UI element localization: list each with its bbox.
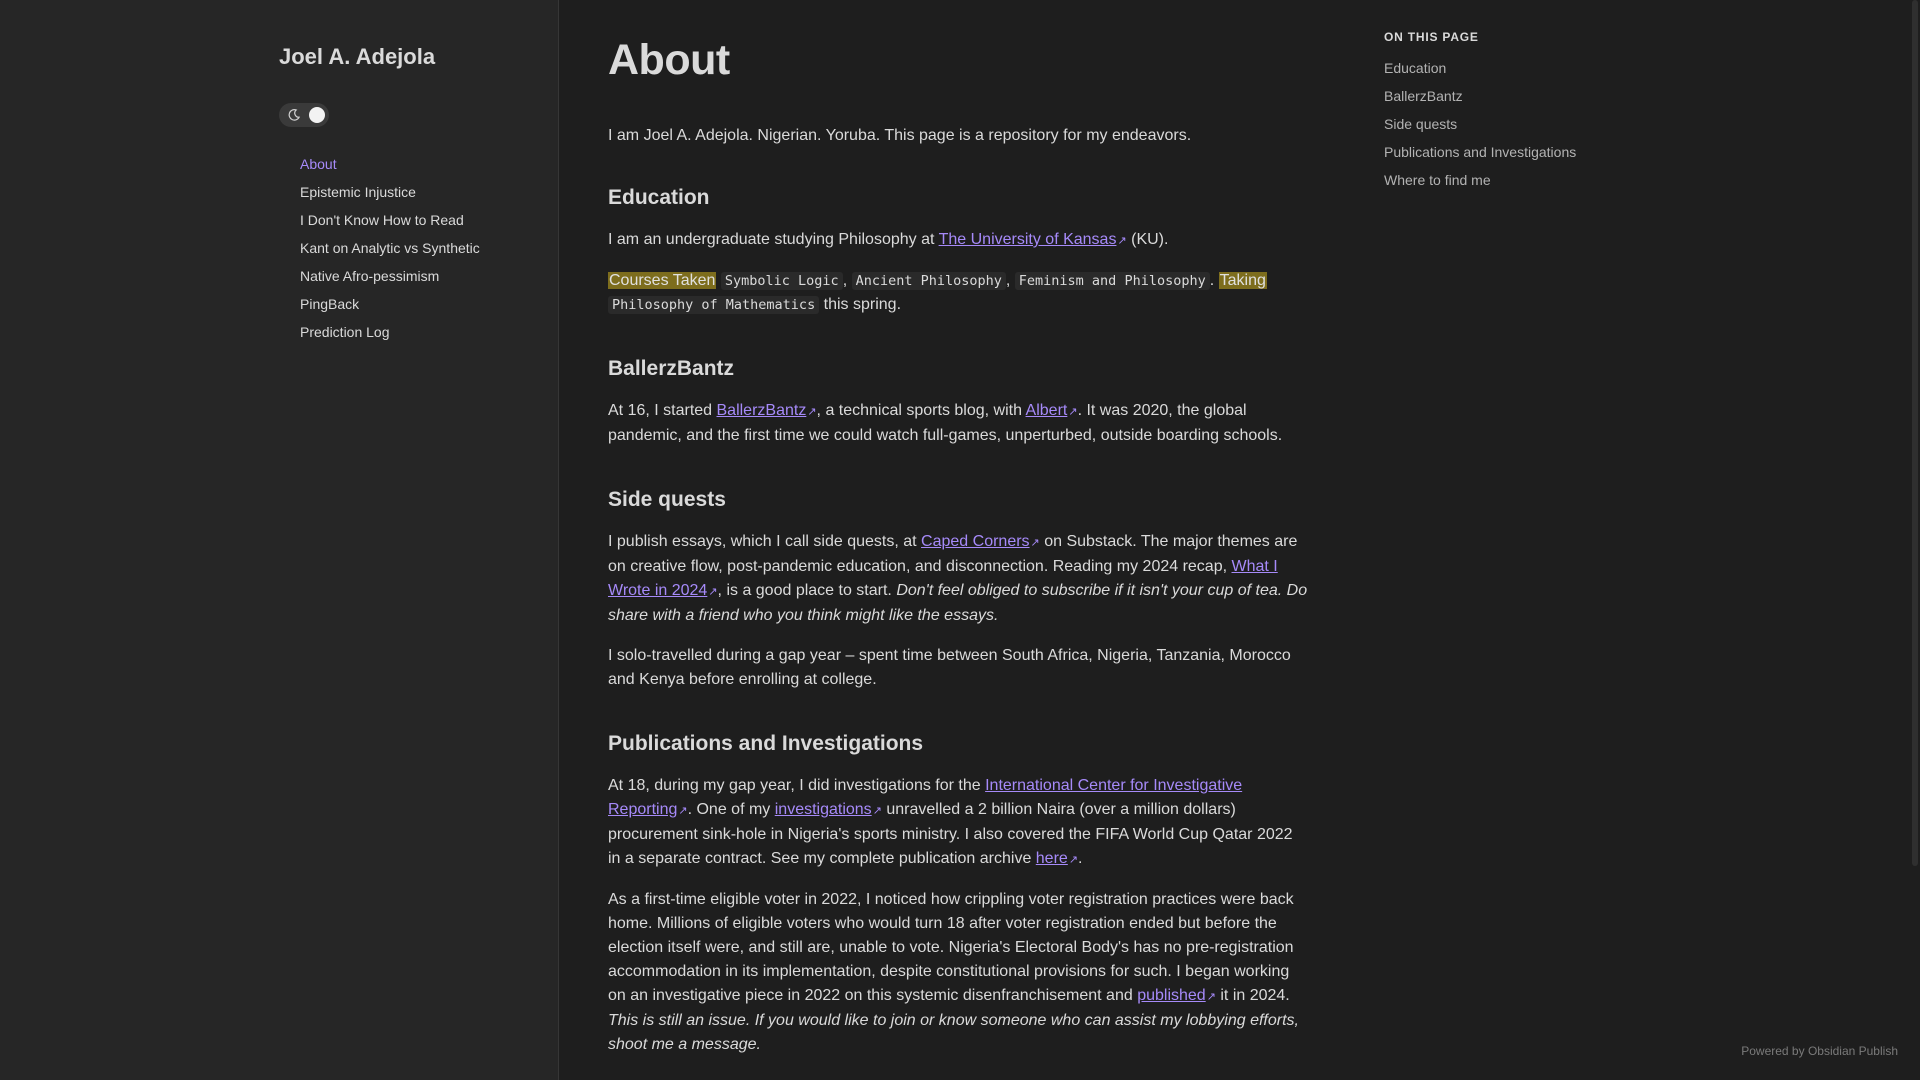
toc-item-where-to-find-me[interactable]: Where to find me — [1384, 172, 1491, 188]
table-of-contents — [1384, 30, 1576, 194]
nav-item-prediction-log[interactable]: Prediction Log — [300, 324, 390, 340]
link-albert[interactable]: Albert — [1025, 402, 1068, 419]
toc-item-education[interactable]: Education — [1384, 60, 1447, 76]
voter-paragraph: As a first-time eligible voter in 2022, I noticed how crippling voter registration practices were back home. Millions of eligible voters who would turn 18 after voter registration ended but before the election itself were, and still are, unable to vote. Nigeria's Electoral Body's has no pre-registration accommodation in its implementation, despite constitutional provisions for such. I began working on an investigative piece in 2022 on this systemic disenfranchisement and published↗ it in 2024. This is still an issue. If you would like to join or know someone who can assist my lobbying efforts, shoot me a message. — [608, 891, 1299, 1053]
courses-paragraph: Courses Taken Symbolic Logic , Ancient Philosophy , Feminism and Philosophy . Taking Philosophy of Mathematics this spring. — [609, 272, 1266, 313]
ballerz-paragraph: At 16, I started BallerzBantz↗, a technical sports blog, with Albert↗. It was 2020, the global pandemic, and the first time we could watch full-games, unperturbed, outside boarding schools. — [608, 402, 1283, 444]
toc-item-side-quests[interactable]: Side quests — [1384, 116, 1458, 132]
external-link-icon: ↗ — [872, 805, 882, 817]
travel-paragraph: I solo-travelled during a gap year – spent time between South Africa, Nigeria, Tanzania, Morocco and Kenya before enrolling at college. — [608, 647, 1291, 688]
heading-education: Education — [608, 186, 710, 209]
toc-item-publications[interactable]: Publications and Investigations — [1384, 144, 1577, 160]
external-link-icon: ↗ — [1068, 406, 1078, 418]
course-symbolic-logic: Symbolic Logic — [721, 272, 843, 290]
nav-item-afro-pessimism[interactable]: Native Afro-pessimism — [300, 268, 440, 284]
nav-item-how-to-read[interactable]: I Don't Know How to Read — [300, 212, 464, 228]
left-sidebar — [0, 0, 559, 1080]
external-link-icon: ↗ — [1068, 854, 1079, 866]
theme-toggle[interactable] — [279, 103, 329, 127]
article-body — [608, 124, 1308, 1073]
course-philosophy-of-math: Philosophy of Mathematics — [608, 296, 819, 314]
education-paragraph: I am an undergraduate studying Philosophy at The University of Kansas↗ (KU). — [608, 231, 1169, 248]
nav-item-epistemic-injustice[interactable]: Epistemic Injustice — [300, 184, 416, 200]
toggle-knob — [309, 107, 325, 123]
heading-ballerzbantz: BallerzBantz — [608, 357, 735, 380]
nav-item-about[interactable]: About — [300, 156, 337, 172]
link-published[interactable]: published — [1137, 987, 1206, 1004]
nav-item-pingback[interactable]: PingBack — [300, 296, 360, 312]
toc-item-ballerzbantz[interactable]: BallerzBantz — [1384, 88, 1463, 104]
site-name[interactable]: Joel A. Adejola — [279, 44, 436, 69]
site-nav — [300, 152, 480, 348]
external-link-icon: ↗ — [678, 805, 688, 817]
scrollbar-thumb[interactable] — [1912, 0, 1918, 866]
heading-side-quests: Side quests — [608, 488, 726, 511]
external-link-icon: ↗ — [1030, 537, 1040, 549]
external-link-icon: ↗ — [807, 406, 817, 418]
link-publication-archive[interactable]: here — [1035, 850, 1068, 867]
link-caped-corners[interactable]: Caped Corners — [921, 533, 1030, 550]
external-link-icon: ↗ — [1117, 235, 1127, 247]
highlight-courses-taken: Courses Taken — [609, 272, 716, 289]
powered-by-link[interactable]: Powered by Obsidian Publish — [1741, 1044, 1898, 1058]
scrollbar[interactable] — [1910, 0, 1920, 1080]
course-ancient-philosophy: Ancient Philosophy — [852, 272, 1006, 290]
toc-title: ON THIS PAGE — [1384, 30, 1479, 44]
nav-item-kant[interactable]: Kant on Analytic vs Synthetic — [300, 240, 480, 256]
link-university-of-kansas[interactable]: The University of Kansas — [938, 231, 1117, 248]
link-icir[interactable]: International Center for Investigative Reporting — [608, 777, 1243, 818]
publications-paragraph: At 18, during my gap year, I did investigations for the International Center for Investigative Reporting↗. One of my investigations↗ unravelled a 2 billion Naira (over a million dollars) procurement sink-hole in Nigeria's sports ministry. I also covered the FIFA World Cup Qatar 2022 in a separate contract. See my complete publication archive here↗. — [608, 777, 1293, 867]
highlight-taking: Taking — [1219, 272, 1266, 289]
heading-publications: Publications and Investigations — [608, 732, 924, 755]
link-what-i-wrote-2024[interactable]: What I Wrote in 2024 — [608, 558, 1278, 599]
external-link-icon: ↗ — [1206, 991, 1216, 1003]
link-ballerzbantz[interactable]: BallerzBantz — [716, 402, 807, 419]
side-quests-paragraph: I publish essays, which I call side quests, at Caped Corners↗ on Substack. The major themes are on creative flow, post-pandemic education, and disconnection. Reading my 2024 recap, What I Wrote in 2024↗, is a good place to start. Don't feel obliged to subscribe if it isn't your cup of tea. Do share with a friend who you think might like the essays. — [608, 533, 1308, 624]
moon-icon — [287, 108, 301, 122]
course-feminism: Feminism and Philosophy — [1015, 272, 1210, 290]
link-investigations[interactable]: investigations — [774, 801, 872, 818]
page-title: About — [608, 36, 730, 84]
intro-paragraph: I am Joel A. Adejola. Nigerian. Yoruba. This page is a repository for my endeavors. — [608, 127, 1192, 144]
external-link-icon: ↗ — [708, 586, 718, 598]
